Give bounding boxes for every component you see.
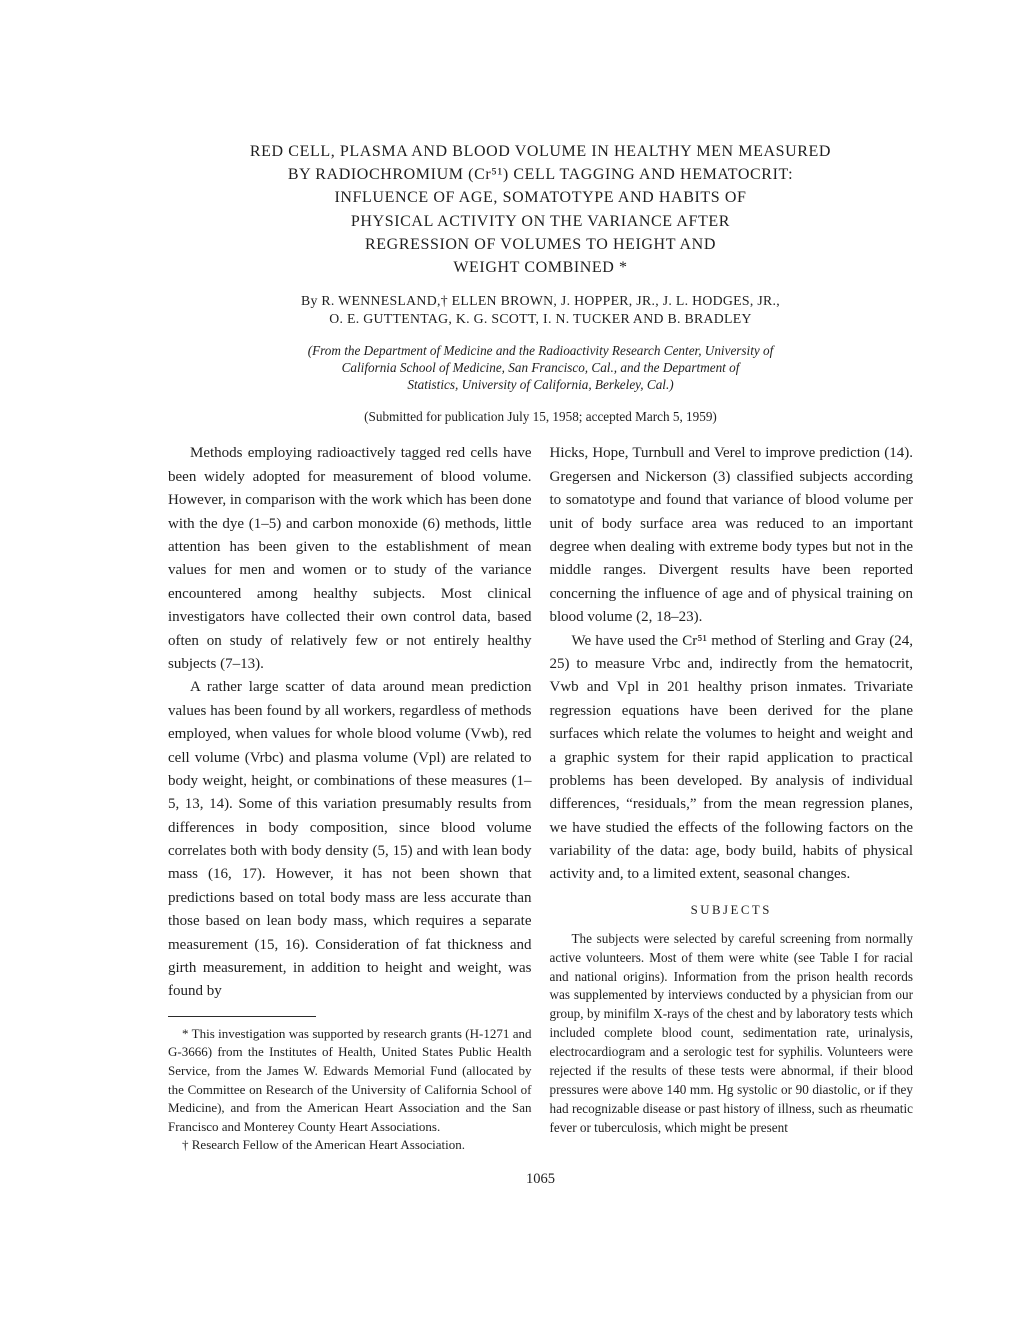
left-column: [168, 442, 532, 1154]
body-paragraph: Methods employing radioactively tagged red cells have been widely adopted for measurement of blood volume. However, in comparison with the work which has been done with the dye (1–5) and carbon monoxide (6) methods, little attention has been given to the establishment of mean values for men and women or to study of the variance encountered among healthy subjects. Most clinical investigators have collected their own control data, based often on study of relatively few or not entirely healthy subjects (7–13).: [168, 445, 532, 672]
paper-title-line: REGRESSION OF VOLUMES TO HEIGHT AND: [365, 235, 716, 253]
body-paragraph: Hicks, Hope, Turnbull and Verel to improve prediction (14). Gregersen and Nickerson (3) classified subjects according to somatotype and found that variance of blood volume per unit of body surface area was reduced to an important degree when dealing with extreme body types but not in the middle ranges. Divergent results have been reported concerning the influence of age and of physical training on blood volume (2, 18–23).: [549, 445, 913, 626]
authors-line: By R. WENNESLAND,† ELLEN BROWN, J. HOPPER, JR., J. L. HODGES, JR.,: [300, 293, 781, 309]
paper-title-line: RED CELL, PLASMA AND BLOOD VOLUME IN HEALTHY MEN MEASURED: [249, 143, 832, 160]
submission-note: (Submitted for publication July 15, 1958; accepted March 5, 1959): [364, 409, 717, 425]
authors-byline: [168, 292, 913, 328]
paper-title-line: BY RADIOCHROMIUM (Cr⁵¹) CELL TAGGING AND HEMATOCRIT:: [287, 166, 794, 184]
right-column: [550, 442, 914, 1154]
body-paragraph: The subjects were selected by careful screening from normally active volunteers. Most of them were white (see Table I for racial and national origins). Information from the prison health records was supplemented by interviews conducted by a physician from our group, by minifilm X-rays of the chest and by laboratory tests which included complete blood count, sedimentation rate, urinalysis, electrocardiogram and a serologic test for syphilis. Volunteers were rejected if the results of these tests were abnormal, if their blood pressures were above 140 mm. Hg systolic or 90 diastolic, or if they had recognizable disease or past history of illness, such as rheumatic fever or tuberculosis, which might be present: [549, 930, 913, 1135]
paper-title-line: WEIGHT COMBINED *: [453, 258, 628, 276]
paper-title-line: INFLUENCE OF AGE, SOMATOTYPE AND HABITS OF: [334, 189, 747, 207]
paper-title-line: PHYSICAL ACTIVITY ON THE VARIANCE AFTER: [350, 212, 731, 230]
body-paragraph: We have used the Cr⁵¹ method of Sterling and Gray (24, 25) to measure Vrbc and, indirectly from the hematocrit, Vwb and Vpl in 201 healthy prison inmates. Trivariate regression equations have been derived for the plane surfaces which relate the volumes to height and weight and a graphic system for their rapid application to practical problems has been developed. By analysis of individual differences, “residuals,” from the mean regression planes, we have studied the effects of the following factors on the variability of the data: age, body build, habits of physical activity and, to a limited extent, seasonal changes.: [549, 632, 913, 883]
section-heading-subjects: SUBJECTS: [690, 902, 772, 917]
footnote: † Research Fellow of the American Heart Association.: [182, 1137, 466, 1153]
page-number: 1065: [526, 1170, 555, 1187]
body-paragraph: A rather large scatter of data around mean prediction values has been found by all workers, regardless of methods employed, when values for whole blood volume (Vwb), red cell volume (Vrbc) and plasma volume (Vpl) are related to body weight, height, or combinations of these measures (1–5, 13, 14). Some of this variation presumably results from differences in body composition, since blood volume correlates both with body density (5, 15) and with lean body mass (16, 17). However, it has not been shown that predictions based on total body mass are less accurate than those based on lean body mass, which requires a separate measurement (15, 16). Consideration of fat thickness and girth measurement, in addition to height and weight, was found by: [168, 679, 532, 1000]
authors-line: O. E. GUTTENTAG, K. G. SCOTT, I. N. TUCKER AND B. BRADLEY: [329, 311, 752, 327]
affiliation: [168, 342, 913, 393]
paper-title: [168, 140, 913, 279]
affiliation-line: California School of Medicine, San Francisco, Cal., and the Department of: [341, 360, 740, 376]
affiliation-line: (From the Department of Medicine and the Radioactivity Research Center, University of: [307, 342, 774, 358]
journal-page: [168, 140, 913, 1188]
footnote: * This investigation was supported by research grants (H-1271 and G-3666) from the Institutes of Health, United States Public Health Service, from the James W. Edwards Memorial Fund (allocated by the Committee on Research of the University of California School of Medicine), and from the American Heart Association and the San Francisco and Monterey County Heart Associations.: [168, 1025, 532, 1134]
body-columns: [168, 442, 913, 1154]
affiliation-line: Statistics, University of California, Berkeley, Cal.): [407, 377, 674, 393]
footnote-rule: [168, 1016, 316, 1017]
